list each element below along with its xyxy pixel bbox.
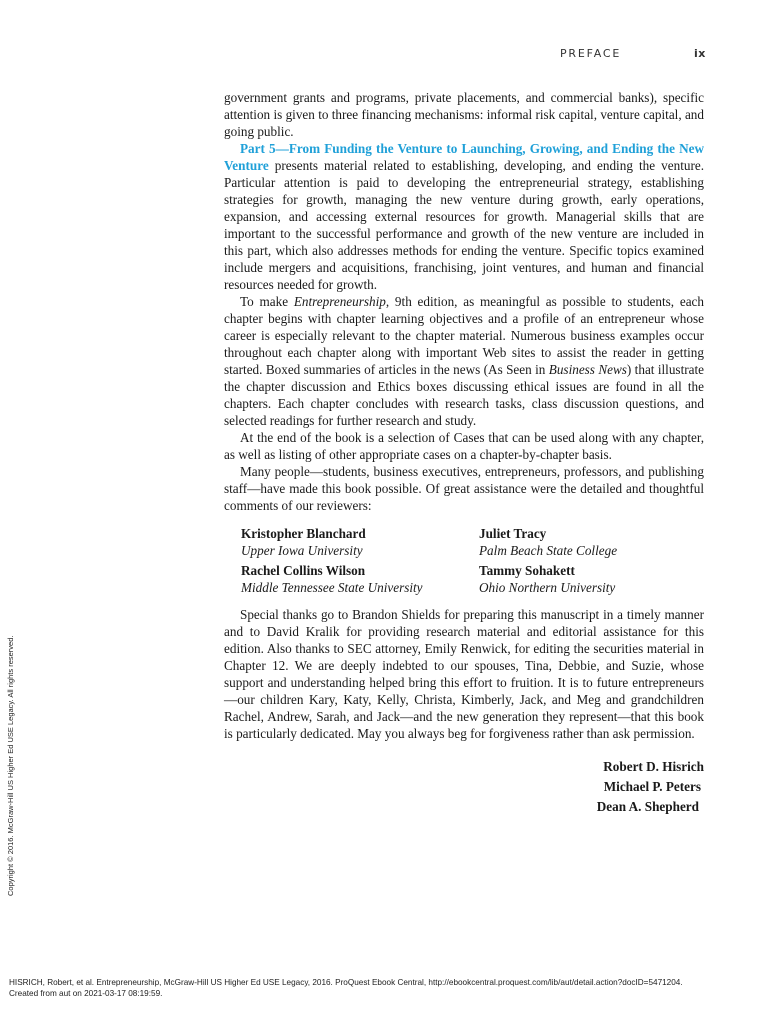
reviewer-item	[241, 525, 479, 559]
paragraph-features	[224, 293, 704, 429]
reviewer-school: Palm Beach State College	[479, 543, 618, 558]
author-name: Robert D. Hisrich	[603, 759, 704, 774]
paragraph-text: presents material related to establishing, developing, and ending the venture. Particular attention is paid to developing the entrepreneurial strategy, establishing strategies for growth, managing the new venture during growth, early operations, expansion, and accessing external resources for growth. Managerial skills that are important to the successful performance and growth of the new venture are included in this part, which also addresses methods for ending the venture. Specific topics examined include mergers and acquisitions, franchising, joint ventures, and human and financial resources needed for growth.	[224, 158, 704, 292]
reviewer-name: Kristopher Blanchard	[241, 526, 366, 541]
paragraph: government grants and programs, private placements, and commercial banks), specific attention is given to three financing mechanisms: informal risk capital, venture capital, and going public.	[224, 90, 704, 139]
reviewer-name: Rachel Collins Wilson	[241, 563, 366, 578]
reviewer-item	[479, 525, 709, 559]
paragraph-part5	[224, 140, 704, 293]
reviewer-name: Tammy Sohakett	[479, 563, 575, 578]
section-title: PREFACE	[560, 47, 622, 60]
paragraph-acknowledgments: Special thanks go to Brandon Shields for preparing this manuscript in a timely manner and to David Kralik for providing research material and editorial assistance for this edition. Also thanks to SEC attorney, Emily Renwick, for editing the securities material in Chapter 12. We are deeply indebted to our spouses, Tina, Debbie, and Suzie, whose support and understanding helped bring this effort to fruition. It is to future entrepreneurs—our children Kary, Katy, Kelly, Christa, Kimberly, Jack, and Meg and grandchildren Rachel, Andrew, Sarah, and Jack—and the new generation they represent—that this book is particularly dedicated. May you always beg for forgiveness rather than ask permission.	[224, 607, 704, 741]
part-5-heading: Part 5—From Funding the Venture to Launching, Growing, and Ending the New Venture	[224, 141, 704, 173]
author-name: Michael P. Peters	[603, 779, 701, 794]
book-title: Entrepreneurship	[293, 294, 386, 309]
citation-line: HISRICH, Robert, et al. Entrepreneurship, McGraw-Hill US Higher Ed USE Legacy, 2016. ProQuest Ebook Central, http://ebookcentral.proquest.com/lib/aut/detail.action?docID=5471204.	[9, 978, 683, 987]
reviewer-list	[241, 525, 704, 596]
author-signatures	[224, 757, 704, 817]
reviewer-item	[241, 562, 479, 596]
paragraph-text: , 9th edition, as meaningful as possible to students, each chapter begins with chapter learning objectives and a profile of an entrepreneur whose career is especially relevant to the chapter material. Numerous business examples occur throughout each chapter along with important Web sites to assist the reader in getting started. Boxed summaries of articles in the news (As Seen in	[224, 294, 704, 377]
created-line: Created from aut on 2021-03-17 08:19:59.	[9, 988, 163, 998]
body-text	[224, 89, 704, 817]
paragraph-text: ) that illustrate the chapter discussion and Ethics boxes discussing ethical issues are found in all the chapters. Each chapter concludes with research tasks, class discussion questions, and selected readings for further research and study.	[224, 362, 704, 428]
citation-footer	[9, 978, 683, 999]
author-name: Dean A. Shepherd	[596, 799, 699, 814]
reviewer-school: Upper Iowa University	[241, 543, 363, 558]
page-number: ix	[694, 47, 706, 60]
reviewer-school: Ohio Northern University	[479, 580, 616, 595]
reviewer-name: Juliet Tracy	[479, 526, 547, 541]
paragraph-text: To make	[240, 294, 294, 309]
paragraph: At the end of the book is a selection of Cases that can be used along with any chapter, as well as listing of other appropriate cases on a chapter-by-chapter basis.	[224, 430, 704, 462]
reviewer-item	[479, 562, 709, 596]
copyright-notice: Copyright © 2016. McGraw-Hill US Higher Ed USE Legacy. All rights reserved.	[6, 635, 15, 896]
business-news-title: Business News	[548, 362, 627, 377]
reviewer-school: Middle Tennessee State University	[241, 580, 423, 595]
paragraph: Many people—students, business executives, entrepreneurs, professors, and publishing staff—have made this book possible. Of great assistance were the detailed and thoughtful comments of our reviewers:	[224, 464, 704, 513]
